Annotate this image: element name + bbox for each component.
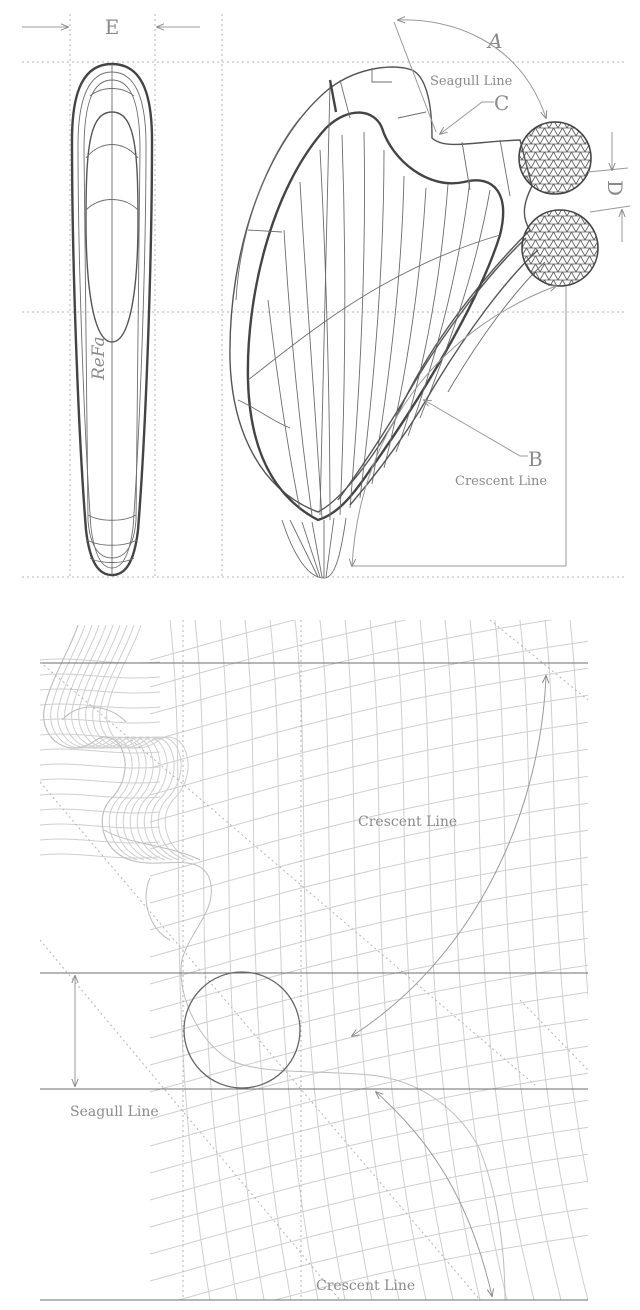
logo-text: ReFa [89, 336, 109, 380]
dimension-b-label: B [528, 447, 543, 471]
face-mesh-drawing [40, 560, 640, 1310]
roller-circle [184, 972, 300, 1088]
dimension-a-label: A [488, 29, 503, 53]
top-product-drawing [22, 14, 630, 578]
dimension-c-label: C [494, 91, 510, 115]
handle-side-view [72, 64, 152, 575]
dimension-d-label: D [603, 180, 627, 197]
crescent-line-label-middle: Crescent Line [358, 814, 458, 830]
roller-front-view [230, 67, 598, 578]
dimension-e-label: E [104, 15, 120, 39]
dimension-e [22, 15, 200, 39]
seagull-line-label-bottom: Seagull Line [70, 1104, 159, 1120]
crescent-line-label-top: Crescent Line [455, 474, 548, 489]
crescent-line-label-bottom: Crescent Line [316, 1278, 416, 1294]
dimension-d [588, 132, 630, 242]
dimension-c [430, 74, 513, 134]
seagull-line-label-top: Seagull Line [430, 74, 513, 89]
face-mesh [40, 560, 640, 1310]
